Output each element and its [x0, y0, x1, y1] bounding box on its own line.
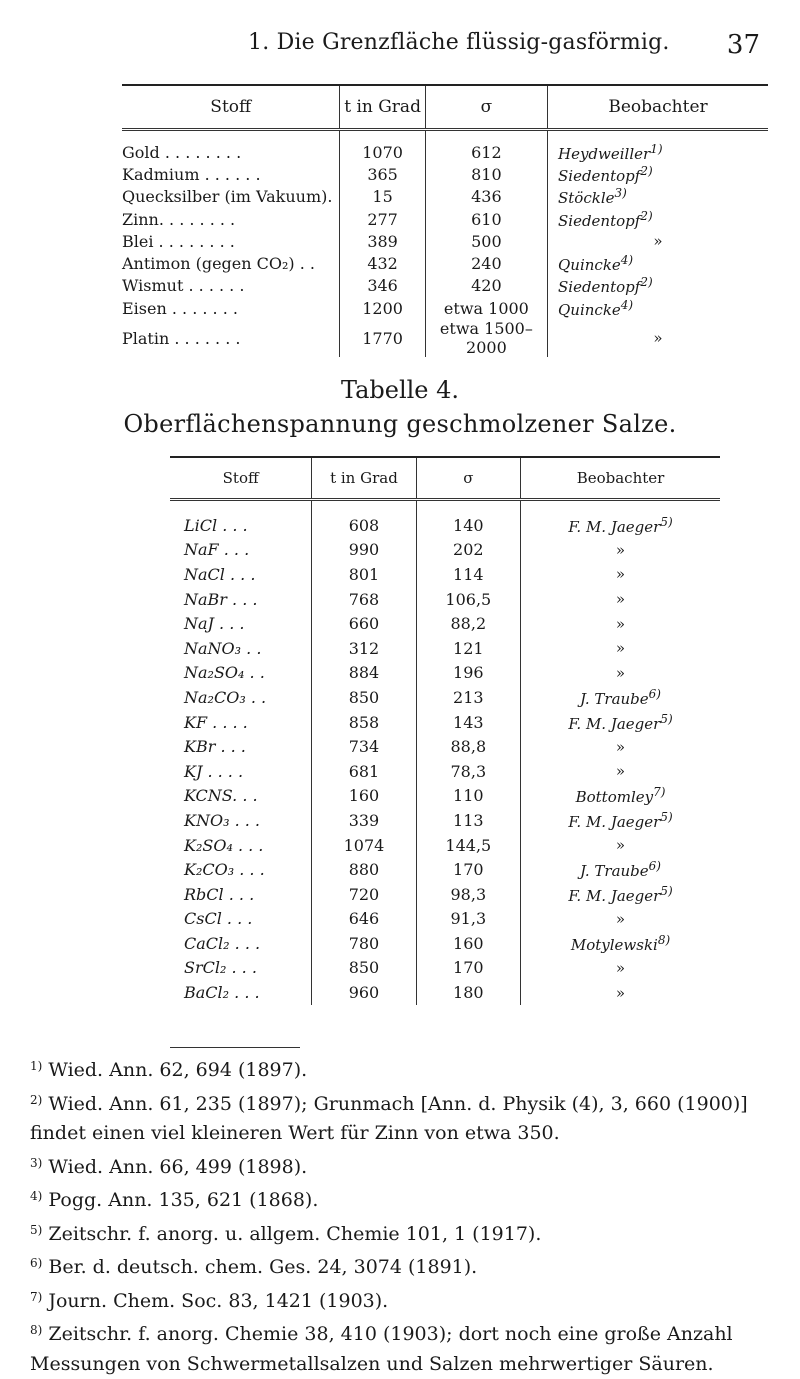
observer-name: »	[615, 565, 626, 584]
column-header-observer: Beobachter	[548, 85, 769, 130]
table-body	[170, 500, 720, 1005]
running-title: 1. Die Grenzfläche flüssig-gasförmig.	[248, 30, 670, 55]
observer-name: Siedentopf	[558, 211, 641, 230]
cell-stoff: NaJ . . .	[184, 614, 245, 634]
footnote-reference: 1)	[650, 141, 663, 156]
observer-name: J. Traube	[580, 862, 649, 881]
footnote	[0, 1249, 800, 1283]
table-row	[170, 882, 720, 907]
observer-name: »	[615, 737, 626, 756]
cell-sigma: 140	[416, 500, 520, 538]
cell-sigma: 213	[416, 685, 520, 710]
observer-name: »	[653, 232, 663, 251]
cell-sigma: 500	[425, 230, 547, 252]
cell-stoff: Quecksilber (im Vakuum).	[122, 187, 333, 207]
cell-temperature: 850	[312, 685, 416, 710]
column-header-stoff: Stoff	[170, 457, 312, 500]
cell-observer	[521, 980, 720, 1005]
cell-observer	[521, 931, 720, 956]
cell-temperature: 1074	[312, 833, 416, 858]
cell-stoff: KCNS. . .	[184, 786, 258, 806]
cell-stoff: KF . . . .	[184, 712, 248, 732]
cell-sigma: 144,5	[416, 833, 520, 858]
table-row	[122, 163, 768, 185]
cell-observer	[521, 538, 720, 563]
table-row	[122, 186, 768, 208]
footnote	[0, 1182, 800, 1216]
cell-temperature: 608	[312, 500, 416, 538]
cell-temperature: 389	[340, 230, 425, 252]
column-header-temperature: t in Grad	[312, 457, 416, 500]
observer-name: »	[615, 540, 626, 559]
cell-sigma: 436	[425, 186, 547, 208]
table-row	[122, 130, 768, 164]
cell-sigma: 170	[416, 857, 520, 882]
footnote-text: Ber. d. deutsch. chem. Ges. 24, 3074 (1891).	[48, 1256, 478, 1278]
cell-observer	[548, 275, 769, 297]
cell-observer	[521, 734, 720, 759]
table-row	[170, 538, 720, 563]
cell-stoff: RbCl . . .	[184, 884, 255, 904]
cell-temperature: 1770	[340, 319, 425, 357]
cell-sigma: 143	[416, 710, 520, 735]
table-row	[170, 784, 720, 809]
footnote-marker: 1)	[30, 1059, 43, 1073]
cell-temperature: 432	[340, 252, 425, 274]
cell-stoff: LiCl . . .	[184, 515, 248, 535]
cell-sigma: 180	[416, 980, 520, 1005]
cell-observer	[548, 186, 769, 208]
column-header-observer: Beobachter	[521, 457, 720, 500]
cell-temperature: 646	[312, 907, 416, 932]
cell-sigma: 160	[416, 931, 520, 956]
cell-sigma: etwa 1500–2000	[425, 319, 547, 357]
cell-temperature: 346	[340, 275, 425, 297]
cell-temperature: 1070	[340, 130, 425, 164]
column-header-temperature: t in Grad	[340, 85, 425, 130]
cell-sigma: etwa 1000	[425, 297, 547, 319]
cell-temperature: 312	[312, 636, 416, 661]
footnote-reference: 2)	[640, 275, 653, 290]
observer-name: »	[615, 639, 626, 658]
cell-observer	[521, 685, 720, 710]
cell-stoff: Na₂CO₃ . .	[184, 687, 267, 707]
cell-observer	[548, 297, 769, 319]
observer-name: Quincke	[558, 300, 621, 319]
cell-temperature: 681	[312, 759, 416, 784]
footnote-text: Wied. Ann. 66, 499 (1898).	[48, 1155, 308, 1178]
cell-stoff: KNO₃ . . .	[184, 810, 260, 830]
table-row	[170, 857, 720, 882]
cell-stoff: K₂SO₄ . . .	[184, 835, 264, 855]
cell-temperature: 339	[312, 808, 416, 833]
cell-sigma: 113	[416, 808, 520, 833]
footnote-marker: 3)	[30, 1155, 43, 1170]
column-header-stoff: Stoff	[122, 85, 340, 130]
footnote-marker: 8)	[30, 1323, 43, 1337]
cell-observer	[548, 130, 769, 164]
page-number: 37	[726, 30, 760, 60]
table-row	[170, 907, 720, 932]
page-header	[0, 28, 800, 68]
cell-temperature: 801	[312, 562, 416, 587]
footnote-reference: 5)	[660, 514, 673, 529]
cell-observer	[548, 163, 769, 185]
cell-sigma: 106,5	[416, 587, 520, 612]
cell-observer	[521, 882, 720, 907]
table-row	[122, 275, 768, 297]
observer-name: Siedentopf	[558, 278, 641, 297]
footnote-marker: 6)	[30, 1256, 43, 1270]
cell-temperature: 780	[312, 931, 416, 956]
footnote-reference: 7)	[653, 785, 666, 800]
cell-sigma: 240	[425, 252, 547, 274]
footnote-text: Zeitschr. f. anorg. Chemie 38, 410 (1903); dort noch eine große Anzahl Messungen von Schwermetallsalzen und Salzen mehrwertiger Säuren.	[30, 1323, 733, 1375]
table-row	[170, 500, 720, 538]
observer-name: Motylewski	[570, 935, 658, 954]
cell-stoff: CsCl . . .	[184, 909, 253, 929]
cell-observer	[548, 208, 769, 230]
footnote-reference: 2)	[640, 163, 653, 178]
cell-observer	[521, 710, 720, 735]
cell-sigma: 110	[416, 784, 520, 809]
observer-name: Heydweiller	[558, 144, 651, 163]
footnote-text: Pogg. Ann. 135, 621 (1868).	[48, 1189, 319, 1211]
table-row	[170, 833, 720, 858]
footnote-reference: 4)	[620, 253, 634, 268]
observer-name: Siedentopf	[558, 166, 641, 185]
cell-stoff: Blei . . . . . . . .	[122, 231, 235, 251]
cell-observer	[521, 562, 720, 587]
cell-temperature: 160	[312, 784, 416, 809]
cell-sigma: 810	[425, 163, 547, 185]
table-row	[170, 931, 720, 956]
cell-observer	[521, 611, 720, 636]
cell-stoff: K₂CO₃ . . .	[184, 860, 265, 880]
cell-temperature: 768	[312, 587, 416, 612]
cell-observer	[521, 759, 720, 784]
footnote-reference: 6)	[648, 859, 661, 874]
observer-name: »	[615, 614, 626, 633]
observer-name: »	[615, 836, 626, 855]
cell-observer	[521, 636, 720, 661]
observer-name: »	[653, 329, 663, 348]
observer-name: J. Traube	[580, 689, 649, 708]
footnote-reference: 3)	[614, 186, 627, 201]
salts-surface-tension-table	[170, 456, 720, 1005]
cell-sigma: 91,3	[416, 907, 520, 932]
table-row	[122, 297, 768, 319]
cell-temperature: 720	[312, 882, 416, 907]
observer-name: »	[615, 590, 626, 609]
cell-sigma: 610	[425, 208, 547, 230]
footnote-marker: 5)	[30, 1222, 43, 1237]
cell-sigma: 196	[416, 661, 520, 686]
observer-name: F. M. Jaeger	[568, 714, 661, 733]
cell-temperature: 15	[340, 186, 425, 208]
footnote-text: Journ. Chem. Soc. 83, 1421 (1903).	[48, 1289, 389, 1312]
cell-stoff: SrCl₂ . . .	[184, 958, 257, 978]
cell-stoff: Eisen . . . . . . .	[122, 298, 238, 318]
cell-sigma: 88,8	[416, 734, 520, 759]
footnote	[0, 1052, 800, 1086]
cell-observer	[521, 907, 720, 932]
table-row	[170, 759, 720, 784]
footnote-divider	[170, 1047, 300, 1048]
observer-name: F. M. Jaeger	[568, 812, 661, 831]
cell-stoff: Antimon (gegen CO₂) . .	[122, 254, 316, 274]
cell-sigma: 114	[416, 562, 520, 587]
table-body	[122, 130, 768, 358]
cell-stoff: NaF . . .	[184, 540, 250, 560]
observer-name: F. M. Jaeger	[568, 886, 661, 905]
observer-name: »	[615, 909, 626, 928]
footnote-reference: 4)	[620, 297, 634, 312]
cell-stoff: Platin . . . . . . .	[122, 328, 241, 348]
footnote-reference: 5)	[660, 809, 673, 824]
table-row	[170, 734, 720, 759]
table-row	[170, 611, 720, 636]
cell-stoff: KJ . . . .	[184, 761, 244, 781]
cell-temperature: 1200	[340, 297, 425, 319]
table-header-row	[122, 85, 768, 130]
cell-temperature: 277	[340, 208, 425, 230]
metals-surface-tension-table	[122, 84, 768, 357]
column-header-sigma: σ	[416, 457, 520, 500]
cell-stoff: Zinn. . . . . . . .	[122, 209, 236, 229]
table-row	[170, 636, 720, 661]
cell-stoff: NaCl . . .	[184, 564, 256, 584]
footnote-text: Wied. Ann. 61, 235 (1897); Grunmach [Ann. d. Physik (4), 3, 660 (1900)] findet einen viel kleineren Wert für Zinn von etwa 350.	[30, 1092, 748, 1144]
footnote	[0, 1086, 800, 1149]
footnote-reference: 5)	[660, 711, 673, 726]
footnote	[0, 1316, 800, 1379]
observer-name: »	[615, 663, 626, 682]
cell-sigma: 88,2	[416, 611, 520, 636]
cell-observer	[521, 833, 720, 858]
cell-observer	[521, 661, 720, 686]
cell-observer	[521, 500, 720, 538]
table-row	[170, 661, 720, 686]
cell-observer	[521, 784, 720, 809]
cell-temperature: 365	[340, 163, 425, 185]
footnote-marker: 7)	[30, 1289, 43, 1304]
cell-sigma: 612	[425, 130, 547, 164]
cell-observer	[521, 857, 720, 882]
cell-stoff: Kadmium . . . . . .	[122, 164, 261, 184]
table-row	[122, 252, 768, 274]
observer-name: »	[615, 762, 626, 781]
cell-temperature: 960	[312, 980, 416, 1005]
footnote-reference: 8)	[657, 932, 671, 947]
footnote-reference: 2)	[640, 208, 653, 223]
footnote	[0, 1216, 800, 1250]
cell-temperature: 880	[312, 857, 416, 882]
table-row	[122, 319, 768, 357]
cell-stoff: NaBr . . .	[184, 589, 258, 609]
cell-temperature: 858	[312, 710, 416, 735]
observer-name: »	[615, 958, 626, 977]
table-row	[170, 685, 720, 710]
footnote-reference: 6)	[648, 686, 661, 701]
cell-observer	[521, 808, 720, 833]
cell-observer	[548, 230, 769, 252]
cell-temperature: 990	[312, 538, 416, 563]
cell-sigma: 420	[425, 275, 547, 297]
footnote-marker: 4)	[30, 1189, 43, 1203]
cell-observer	[548, 252, 769, 274]
cell-sigma: 98,3	[416, 882, 520, 907]
table-row	[122, 208, 768, 230]
cell-observer	[521, 956, 720, 981]
table-row	[170, 710, 720, 735]
cell-sigma: 78,3	[416, 759, 520, 784]
table-label: Tabelle 4.	[340, 376, 460, 404]
footnotes	[0, 1052, 800, 1379]
cell-stoff: Gold . . . . . . . .	[122, 142, 242, 162]
footnote	[0, 1283, 800, 1317]
table-row	[170, 808, 720, 833]
cell-stoff: Wismut . . . . . .	[122, 276, 245, 296]
observer-name: F. M. Jaeger	[568, 517, 661, 536]
observer-name: »	[615, 983, 626, 1002]
footnote-reference: 5)	[660, 883, 673, 898]
cell-observer	[548, 319, 769, 357]
observer-name: Bottomley	[575, 788, 654, 807]
cell-stoff: CaCl₂ . . .	[184, 933, 261, 953]
cell-stoff: BaCl₂ . . .	[184, 983, 260, 1003]
table-row	[170, 562, 720, 587]
cell-temperature: 734	[312, 734, 416, 759]
cell-stoff: NaNO₃ . .	[184, 638, 262, 658]
table-row	[170, 587, 720, 612]
cell-observer	[521, 587, 720, 612]
footnote-text: Zeitschr. f. anorg. u. allgem. Chemie 101, 1 (1917).	[48, 1222, 542, 1245]
cell-sigma: 202	[416, 538, 520, 563]
footnote-marker: 2)	[30, 1092, 43, 1107]
table-row	[122, 230, 768, 252]
cell-stoff: Na₂SO₄ . .	[184, 663, 265, 683]
cell-temperature: 884	[312, 661, 416, 686]
observer-name: Stöckle	[558, 189, 615, 208]
footnote-text: Wied. Ann. 62, 694 (1897).	[48, 1059, 308, 1081]
table-title: Oberflächenspannung geschmolzener Salze.	[123, 410, 677, 438]
cell-temperature: 850	[312, 956, 416, 981]
observer-name: Quincke	[558, 256, 621, 275]
footnote	[0, 1149, 800, 1183]
table-header-row	[170, 457, 720, 500]
cell-sigma: 121	[416, 636, 520, 661]
table-row	[170, 956, 720, 981]
cell-sigma: 170	[416, 956, 520, 981]
cell-stoff: KBr . . .	[184, 737, 246, 757]
cell-temperature: 660	[312, 611, 416, 636]
table-row	[170, 980, 720, 1005]
column-header-sigma: σ	[425, 85, 547, 130]
